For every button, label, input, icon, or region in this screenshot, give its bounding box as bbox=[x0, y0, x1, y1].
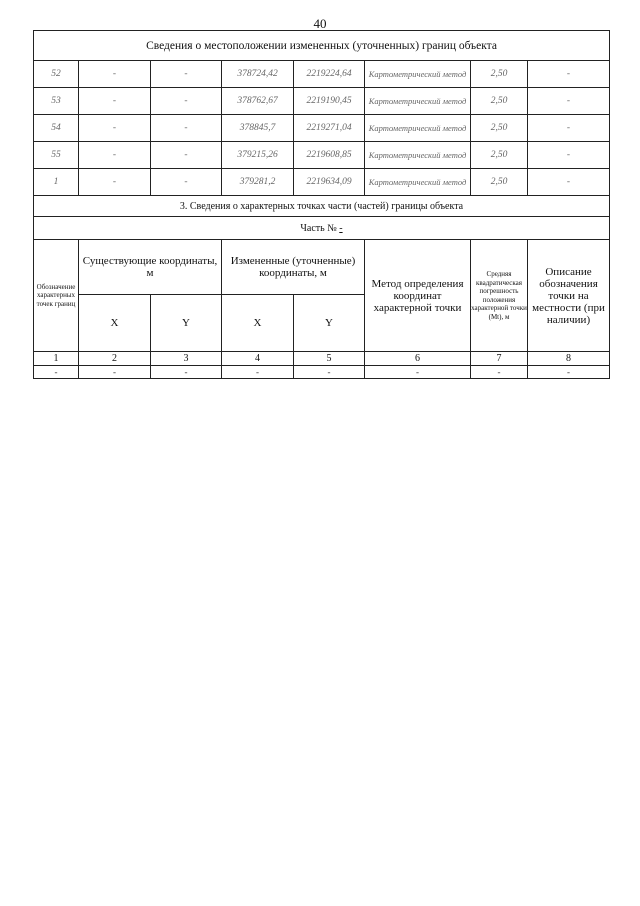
cell-method: Картометрический метод bbox=[365, 61, 471, 88]
column-number: 1 bbox=[34, 352, 79, 366]
cell-x-old: - bbox=[79, 88, 151, 115]
header-existing-coords: Существующие координаты, м bbox=[79, 240, 222, 295]
cell-y-new: 2219271,04 bbox=[294, 115, 365, 142]
header-designation: Обозначение характерных точек границ bbox=[34, 240, 79, 352]
empty-cell: - bbox=[222, 366, 294, 379]
cell-x-new: 378845,7 bbox=[222, 115, 294, 142]
column-number: 5 bbox=[294, 352, 365, 366]
cell-y-old: - bbox=[151, 115, 222, 142]
part-label-cell bbox=[34, 217, 610, 240]
page-number: 40 bbox=[313, 16, 327, 31]
empty-cell: - bbox=[528, 366, 610, 379]
column-number: 6 bbox=[365, 352, 471, 366]
header-existing-y: Y bbox=[151, 295, 222, 352]
cell-x-new: 379281,2 bbox=[222, 169, 294, 196]
cell-y-old: - bbox=[151, 142, 222, 169]
cell-method: Картометрический метод bbox=[365, 169, 471, 196]
cell-x-old: - bbox=[79, 142, 151, 169]
empty-cell: - bbox=[79, 366, 151, 379]
table-row bbox=[34, 115, 610, 142]
column-number: 8 bbox=[528, 352, 610, 366]
column-number: 7 bbox=[471, 352, 528, 366]
cell-y-new: 2219224,64 bbox=[294, 61, 365, 88]
column-numbers-row bbox=[34, 352, 610, 366]
cell-x-new: 378724,42 bbox=[222, 61, 294, 88]
empty-cell: - bbox=[471, 366, 528, 379]
cell-x-old: - bbox=[79, 115, 151, 142]
cell-point: 53 bbox=[34, 88, 79, 115]
table-row bbox=[34, 142, 610, 169]
cell-point: 1 bbox=[34, 169, 79, 196]
empty-cell: - bbox=[294, 366, 365, 379]
table-row bbox=[34, 366, 610, 379]
header-method: Метод определения координат характерной точки bbox=[365, 240, 471, 352]
cell-y-new: 2219190,45 bbox=[294, 88, 365, 115]
cell-accuracy: 2,50 bbox=[471, 115, 528, 142]
cell-y-old: - bbox=[151, 61, 222, 88]
part-value: - bbox=[339, 222, 343, 234]
cell-description: - bbox=[528, 61, 610, 88]
cell-x-old: - bbox=[79, 169, 151, 196]
cell-description: - bbox=[528, 142, 610, 169]
part-label: Часть № bbox=[300, 222, 337, 234]
section2-title-row bbox=[34, 31, 610, 61]
header-description: Описание обозначения точки на местности (при наличии) bbox=[528, 240, 610, 352]
cell-description: - bbox=[528, 169, 610, 196]
cell-method: Картометрический метод bbox=[365, 88, 471, 115]
cell-y-new: 2219634,09 bbox=[294, 169, 365, 196]
cell-accuracy: 2,50 bbox=[471, 142, 528, 169]
cell-x-new: 379215,26 bbox=[222, 142, 294, 169]
cell-point: 52 bbox=[34, 61, 79, 88]
section3-title: 3. Сведения о характерных точках части (частей) границы объекта bbox=[34, 196, 610, 217]
header-changed-y: Y bbox=[294, 295, 365, 352]
cell-y-old: - bbox=[151, 169, 222, 196]
cell-y-old: - bbox=[151, 88, 222, 115]
empty-cell: - bbox=[365, 366, 471, 379]
table-row bbox=[34, 169, 610, 196]
part-row bbox=[34, 217, 610, 240]
empty-cell: - bbox=[151, 366, 222, 379]
cell-accuracy: 2,50 bbox=[471, 61, 528, 88]
cell-accuracy: 2,50 bbox=[471, 169, 528, 196]
table-row bbox=[34, 61, 610, 88]
header-existing-x: X bbox=[79, 295, 151, 352]
column-number: 2 bbox=[79, 352, 151, 366]
table-row bbox=[34, 88, 610, 115]
header-accuracy: Средняя квадратическая погрешность положения характерной точки (Mt), м bbox=[471, 240, 528, 352]
cell-x-old: - bbox=[79, 61, 151, 88]
header-changed-x: X bbox=[222, 295, 294, 352]
cell-point: 55 bbox=[34, 142, 79, 169]
section2-title: Сведения о местоположении измененных (уточненных) границ объекта bbox=[34, 31, 610, 61]
header-changed-coords: Измененные (уточненные) координаты, м bbox=[222, 240, 365, 295]
header-row-1 bbox=[34, 240, 610, 295]
column-number: 3 bbox=[151, 352, 222, 366]
section3-title-row bbox=[34, 196, 610, 217]
cell-description: - bbox=[528, 115, 610, 142]
empty-cell: - bbox=[34, 366, 79, 379]
column-number: 4 bbox=[222, 352, 294, 366]
cell-method: Картометрический метод bbox=[365, 115, 471, 142]
cell-y-new: 2219608,85 bbox=[294, 142, 365, 169]
cell-x-new: 378762,67 bbox=[222, 88, 294, 115]
cell-point: 54 bbox=[34, 115, 79, 142]
cell-method: Картометрический метод bbox=[365, 142, 471, 169]
boundary-table bbox=[33, 30, 610, 379]
cell-description: - bbox=[528, 88, 610, 115]
cell-accuracy: 2,50 bbox=[471, 88, 528, 115]
